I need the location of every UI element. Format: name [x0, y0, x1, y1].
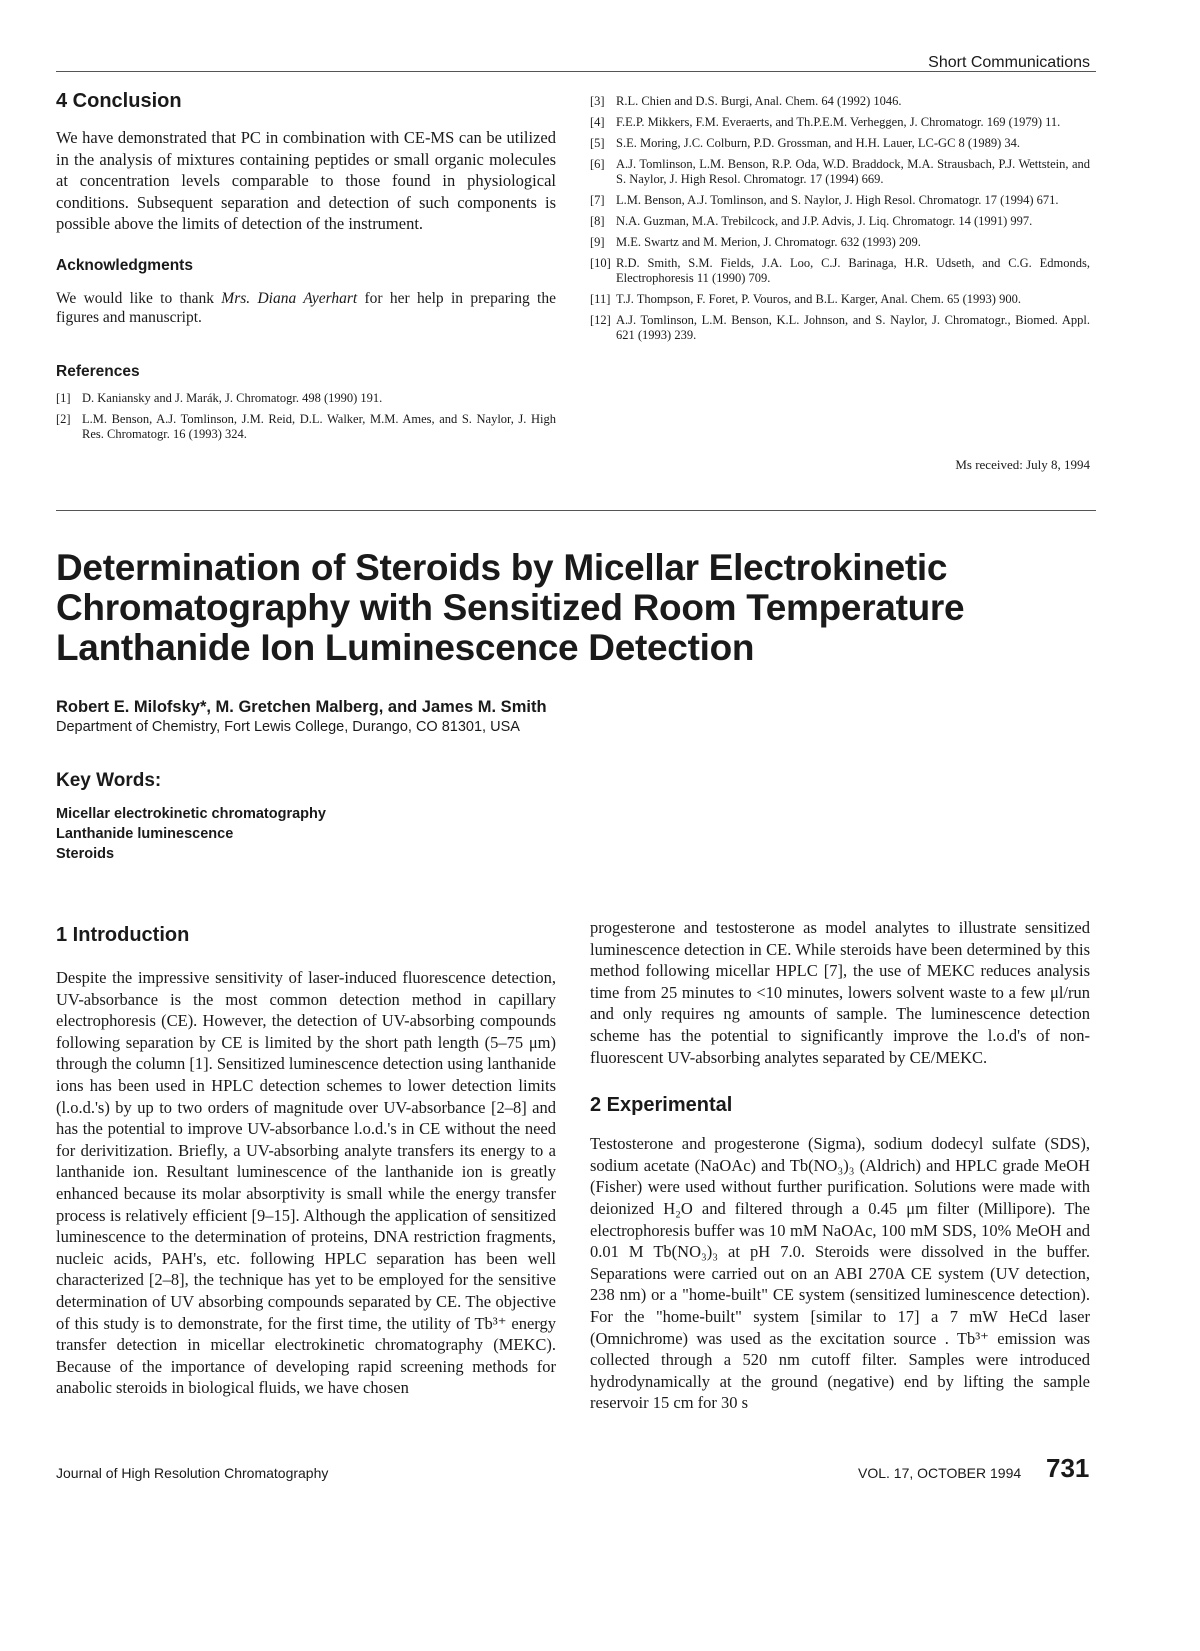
- conclusion-heading: 4 Conclusion: [56, 90, 182, 112]
- right-column-body: [590, 917, 1090, 1414]
- reference-item: [12] A.J. Tomlinson, L.M. Benson, K.L. Johnson, and S. Naylor, J. Chromatogr., Biomed. Appl. 621 (1993) 239.: [590, 313, 1090, 342]
- reference-item: [1] D. Kaniansky and J. Marák, J. Chromatogr. 498 (1990) 191.: [56, 390, 383, 405]
- introduction-section: [56, 924, 556, 1399]
- received-date: Ms received: July 8, 1994: [955, 457, 1090, 472]
- acknowledgments-text: We would like to thank Mrs. Diana Ayerhart for her help in preparing the figures and manuscript.: [56, 289, 556, 326]
- article-header: [56, 548, 1056, 735]
- reference-item: [7] L.M. Benson, A.J. Tomlinson, and S. Naylor, J. High Resol. Chromatogr. 17 (1994) 671.: [590, 193, 1059, 207]
- experimental-heading: 2 Experimental: [590, 1094, 733, 1117]
- keywords-section: [56, 770, 556, 864]
- reference-item: [10] R.D. Smith, S.M. Fields, J.A. Loo, C.J. Barinaga, H.R. Udseth, and C.G. Edmonds, Electrophoresis 11 (1990) 709.: [590, 256, 1090, 285]
- acknowledged-person: Mrs. Diana Ayerhart: [221, 289, 358, 307]
- reference-item: [9] M.E. Swartz and M. Merion, J. Chromatogr. 632 (1993) 209.: [590, 235, 921, 249]
- reference-item: [8] N.A. Guzman, M.A. Trebilcock, and J.P. Advis, J. Liq. Chromatogr. 14 (1991) 997.: [590, 214, 1033, 228]
- keyword-item: Micellar electrokinetic chromatography: [56, 806, 326, 822]
- reference-item: [3] R.L. Chien and D.S. Burgi, Anal. Chem. 64 (1992) 1046.: [590, 94, 902, 108]
- article-divider: [56, 510, 1096, 511]
- page-number: 731: [1046, 1453, 1090, 1483]
- reference-item: [6] A.J. Tomlinson, L.M. Benson, R.P. Oda, W.D. Braddock, M.A. Strausbach, P.J. Wettstein, and S. Naylor, J. High Resol. Chromatogr. 17 (1994) 669.: [590, 157, 1090, 186]
- references-list-left: [56, 391, 556, 442]
- introduction-text-left: Despite the impressive sensitivity of laser-induced fluorescence detection, UV-absorbance is the most common detection method in capillary electrophoresis (CE). However, the detection of UV-absorbing compounds following separation by CE is limited by the short path length (5–75 μm) through the column [1]. Sensitized luminescence detection using lanthanide ions has been used in HPLC detection schemes to lower detection limits (l.o.d.'s) by up to two orders of magnitude over UV-absorbance [2–8] and has the potential to improve UV-absorbance l.o.d.'s in CE without the need for derivitization. Briefly, a UV-absorbing analyte transfers its energy to a lanthanide ion. Resultant luminescence of the lanthanide ion is greatly enhanced because its molar absorptivity is small while the energy transfer process is relatively efficient [9–15]. Although the application of sensitized luminescence to the determination of proteins, DNA restriction fragments, nucleic acids, PAH's, etc. following HPLC separation has been well characterized [2–8], the technique has yet to be employed for the sensitive determination of UV absorbing compounds separated by CE. The objective of this study is to demonstrate, for the first time, the utility of Tb³⁺ energy transfer detection in micellar electrokinetic chromatography (MEKC). Because of the importance of developing rapid screening methods for anabolic steroids in biological fluids, we have chosen: [56, 968, 556, 1398]
- article-authors: Robert E. Milofsky*, M. Gretchen Malberg, and James M. Smith: [56, 698, 547, 716]
- introduction-heading: 1 Introduction: [56, 924, 190, 946]
- footer-journal: Journal of High Resolution Chromatography: [56, 1465, 329, 1481]
- article-affiliation: Department of Chemistry, Fort Lewis College, Durango, CO 81301, USA: [56, 719, 520, 735]
- conclusion-text: We have demonstrated that PC in combination with CE-MS can be utilized in the analysis of mixtures containing peptides or small organic molecules at concentration levels comparable to those found in physiological conditions. Subsequent separation and detection of such components is possible above the limits of detection of the instrument.: [56, 128, 556, 234]
- reference-item: [2] L.M. Benson, A.J. Tomlinson, J.M. Reid, D.L. Walker, M.M. Ames, and S. Naylor, J. High Res. Chromatogr. 16 (1993) 324.: [56, 411, 556, 441]
- introduction-text-right: progesterone and testosterone as model analytes to illustrate sensitized luminescence detection in CE. While steroids have been determined by this method following micellar HPLC [7], the use of MEKC reduces analysis time from 25 minutes to <10 minutes, lowers solvent waste to a few μl/run and only requires ng amounts of sample. The luminescence detection scheme has the potential to significantly improve the l.o.d's of non-fluorescent UV-absorbing analytes separated by CE/MEKC.: [590, 918, 1090, 1067]
- conclusion-section: [56, 90, 556, 448]
- reference-item: [5] S.E. Moring, J.C. Colburn, P.D. Grossman, and H.H. Lauer, LC-GC 8 (1989) 34.: [590, 136, 1020, 150]
- reference-item: [4] F.E.P. Mikkers, F.M. Everaerts, and Th.P.E.M. Verheggen, J. Chromatogr. 169 (1979) 11.: [590, 115, 1061, 129]
- reference-item: [11] T.J. Thompson, F. Foret, P. Vouros, and B.L. Karger, Anal. Chem. 65 (1993) 900.: [590, 292, 1021, 306]
- footer-issue: VOL. 17, OCTOBER 1994: [858, 1465, 1022, 1481]
- references-heading: References: [56, 362, 140, 380]
- keywords-heading: Key Words:: [56, 770, 162, 791]
- keywords-list: [56, 804, 556, 864]
- article-title: Determination of Steroids by Micellar Electrokinetic Chromatography with Sensitized Room Temperature Lanthanide Ion Luminescence Detection: [56, 547, 965, 668]
- keyword-item: Steroids: [56, 846, 115, 862]
- running-header: Short Communications: [928, 54, 1090, 71]
- keyword-item: Lanthanide luminescence: [56, 826, 234, 842]
- experimental-text: Testosterone and progesterone (Sigma), sodium dodecyl sulfate (SDS), sodium acetate (NaOAc) and Tb(NO₃)₃ (Aldrich) and HPLC grade MeOH (Fisher) were used without further purification. Solutions were made with deionized H₂O and filtered through a 0.45 μm filter (Millipore). The electrophoresis buffer was 10 mM NaOAc, 100 mM SDS, 10% MeOH and 0.01 M Tb(NO₃)₃ at pH 7.0. Steroids were dissolved in the buffer. Separations were carried out on an ABI 270A CE system (UV detection, 238 nm) or a "home-built" CE system (sensitized luminescence detection). For the "home-built" system [similar to 17] a 7 mW HeCd laser (Omnichrome) was used as the excitation source . Tb³⁺ emission was collected through a 520 nm cutoff filter. Samples were introduced hydrodynamically at the ground (negative) end by lifting the sample reservoir 15 cm for 30 s: [590, 1134, 1090, 1413]
- header-rule: [56, 71, 1096, 72]
- acknowledgments-heading: Acknowledgments: [56, 256, 193, 274]
- references-list-right: [590, 94, 1090, 349]
